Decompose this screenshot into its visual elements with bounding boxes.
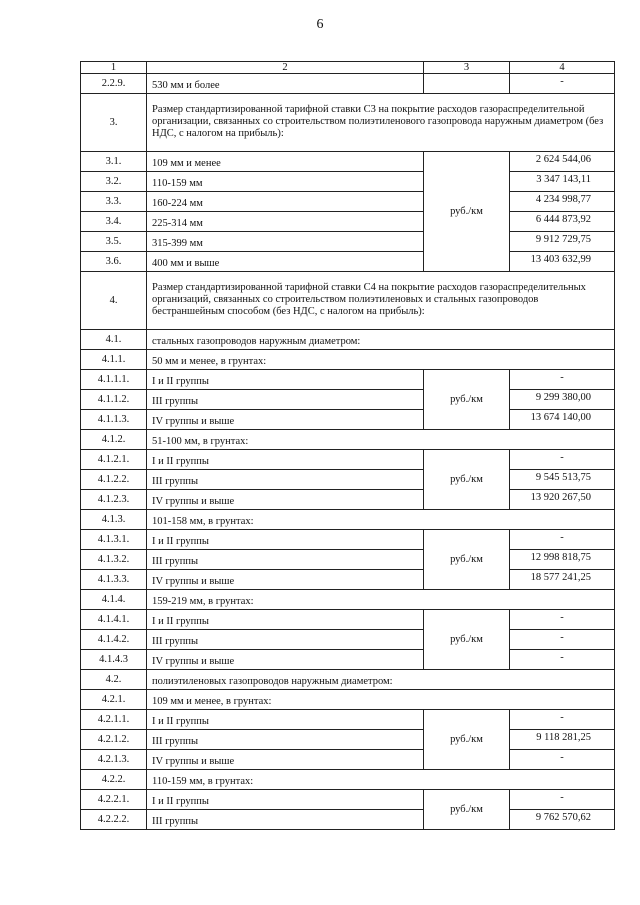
unit-cell: руб./км <box>424 710 510 770</box>
row-value: - <box>510 750 615 770</box>
unit-cell: руб./км <box>424 790 510 830</box>
row-number: 3.1. <box>81 152 147 172</box>
table-row <box>81 370 615 390</box>
row-description: I и II группы <box>147 610 424 630</box>
subsection-row <box>81 590 615 610</box>
row-description: III группы <box>147 550 424 570</box>
table-row <box>81 232 615 252</box>
row-description: IV группы и выше <box>147 570 424 590</box>
row-value: 9 545 513,75 <box>510 470 615 490</box>
row-description: 225-314 мм <box>147 212 424 232</box>
row-number: 4.1.2. <box>81 430 147 450</box>
header-row <box>81 62 615 74</box>
table-row <box>81 570 615 590</box>
row-description: 160-224 мм <box>147 192 424 212</box>
table-row <box>81 192 615 212</box>
row-value: - <box>510 530 615 550</box>
row-value: - <box>510 74 615 94</box>
unit-cell: руб./км <box>424 152 510 272</box>
row-number: 4.2.2.1. <box>81 790 147 810</box>
row-value: - <box>510 650 615 670</box>
row-value: 3 347 143,11 <box>510 172 615 192</box>
row-value: 4 234 998,77 <box>510 192 615 212</box>
table-row <box>81 710 615 730</box>
row-number: 4.1.1.2. <box>81 390 147 410</box>
row-number: 4.1.3.2. <box>81 550 147 570</box>
unit-cell: руб./км <box>424 450 510 510</box>
row-number: 4.1.4. <box>81 590 147 610</box>
subsection-row <box>81 350 615 370</box>
row-number: 2.2.9. <box>81 74 147 94</box>
row-value: - <box>510 450 615 470</box>
section-row <box>81 272 615 330</box>
column-header: 1 <box>81 62 147 74</box>
row-value: 9 118 281,25 <box>510 730 615 750</box>
column-header: 3 <box>424 62 510 74</box>
row-description: III группы <box>147 630 424 650</box>
unit-cell: руб./км <box>424 610 510 670</box>
row-description: III группы <box>147 810 424 830</box>
table-row <box>81 750 615 770</box>
row-number: 4.2.1.3. <box>81 750 147 770</box>
subsection-description: стальных газопроводов наружным диаметром: <box>147 330 615 350</box>
table-row <box>81 650 615 670</box>
row-value: 2 624 544,06 <box>510 152 615 172</box>
section-description: Размер стандартизированной тарифной ставки С3 на покрытие расходов газораспределительной организации, связанных со строительством полиэтиленового газопровода наружным диаметром (без НДС, с налогом на прибыль): <box>147 94 615 152</box>
subsection-description: 51-100 мм, в грунтах: <box>147 430 615 450</box>
row-description: 315-399 мм <box>147 232 424 252</box>
subsection-row <box>81 770 615 790</box>
row-description: I и II группы <box>147 450 424 470</box>
subsection-description: 101-158 мм, в грунтах: <box>147 510 615 530</box>
page-number: 6 <box>316 17 324 32</box>
table-row <box>81 152 615 172</box>
table-row <box>81 490 615 510</box>
row-value: 12 998 818,75 <box>510 550 615 570</box>
row-number: 4.1.2.2. <box>81 470 147 490</box>
unit-cell <box>424 74 510 94</box>
row-number: 4.2. <box>81 670 147 690</box>
row-description: III группы <box>147 730 424 750</box>
subsection-description: 50 мм и менее, в грунтах: <box>147 350 615 370</box>
row-number: 4.1.1.1. <box>81 370 147 390</box>
unit-cell: руб./км <box>424 530 510 590</box>
row-number: 4.2.2. <box>81 770 147 790</box>
row-value: 9 762 570,62 <box>510 810 615 830</box>
row-description: III группы <box>147 390 424 410</box>
row-value: - <box>510 710 615 730</box>
unit-cell: руб./км <box>424 370 510 430</box>
row-value: - <box>510 630 615 650</box>
row-number: 4.1.4.1. <box>81 610 147 630</box>
table-row <box>81 530 615 550</box>
row-number: 3.5. <box>81 232 147 252</box>
row-number: 3.3. <box>81 192 147 212</box>
subsection-row <box>81 430 615 450</box>
table-row <box>81 610 615 630</box>
table-row <box>81 390 615 410</box>
table-row <box>81 630 615 650</box>
table-row <box>81 790 615 810</box>
row-number: 4.1.4.3 <box>81 650 147 670</box>
row-number: 4.1.3.3. <box>81 570 147 590</box>
row-number: 4.1. <box>81 330 147 350</box>
row-number: 3.2. <box>81 172 147 192</box>
row-number: 4.2.1. <box>81 690 147 710</box>
table-row <box>81 410 615 430</box>
row-value: 13 403 632,99 <box>510 252 615 272</box>
row-description: IV группы и выше <box>147 650 424 670</box>
row-value: 9 299 380,00 <box>510 390 615 410</box>
row-number: 4.1.1.3. <box>81 410 147 430</box>
column-header: 2 <box>147 62 424 74</box>
row-number: 4.1.4.2. <box>81 630 147 650</box>
row-value: 13 674 140,00 <box>510 410 615 430</box>
row-description: 530 мм и более <box>147 74 424 94</box>
row-description: I и II группы <box>147 370 424 390</box>
row-description: III группы <box>147 470 424 490</box>
table-row <box>81 212 615 232</box>
row-value: - <box>510 370 615 390</box>
column-header: 4 <box>510 62 615 74</box>
section-row <box>81 94 615 152</box>
row-description: 110-159 мм <box>147 172 424 192</box>
subsection-description: полиэтиленовых газопроводов наружным диаметром: <box>147 670 615 690</box>
row-value: 9 912 729,75 <box>510 232 615 252</box>
table-row <box>81 550 615 570</box>
tariff-table <box>80 61 615 830</box>
table-row <box>81 252 615 272</box>
section-description: Размер стандартизированной тарифной ставки С4 на покрытие расходов газораспределительных организаций, связанных со строительством полиэтиленовых и стальных газопроводов бестраншейным способом (без НДС, с налогом на прибыль): <box>147 272 615 330</box>
row-value: 6 444 873,92 <box>510 212 615 232</box>
row-value: 18 577 241,25 <box>510 570 615 590</box>
row-description: I и II группы <box>147 790 424 810</box>
row-description: IV группы и выше <box>147 410 424 430</box>
row-description: I и II группы <box>147 530 424 550</box>
row-number: 3. <box>81 94 147 152</box>
row-number: 4.1.2.3. <box>81 490 147 510</box>
table-row <box>81 450 615 470</box>
row-number: 4.1.2.1. <box>81 450 147 470</box>
subsection-description: 109 мм и менее, в грунтах: <box>147 690 615 710</box>
row-number: 4.1.3. <box>81 510 147 530</box>
row-number: 4.1.1. <box>81 350 147 370</box>
row-value: - <box>510 610 615 630</box>
row-description: I и II группы <box>147 710 424 730</box>
table-row <box>81 810 615 830</box>
row-value: - <box>510 790 615 810</box>
subsection-row <box>81 670 615 690</box>
subsection-description: 110-159 мм, в грунтах: <box>147 770 615 790</box>
table-row <box>81 172 615 192</box>
row-description: 109 мм и менее <box>147 152 424 172</box>
row-value: 13 920 267,50 <box>510 490 615 510</box>
table-row <box>81 730 615 750</box>
subsection-row <box>81 690 615 710</box>
subsection-description: 159-219 мм, в грунтах: <box>147 590 615 610</box>
row-number: 3.4. <box>81 212 147 232</box>
row-number: 4.2.1.1. <box>81 710 147 730</box>
row-description: IV группы и выше <box>147 750 424 770</box>
row-number: 3.6. <box>81 252 147 272</box>
row-number: 4. <box>81 272 147 330</box>
row-number: 4.2.2.2. <box>81 810 147 830</box>
table-row <box>81 74 615 94</box>
subsection-row <box>81 330 615 350</box>
row-description: 400 мм и выше <box>147 252 424 272</box>
row-number: 4.2.1.2. <box>81 730 147 750</box>
row-description: IV группы и выше <box>147 490 424 510</box>
table-row <box>81 470 615 490</box>
subsection-row <box>81 510 615 530</box>
row-number: 4.1.3.1. <box>81 530 147 550</box>
